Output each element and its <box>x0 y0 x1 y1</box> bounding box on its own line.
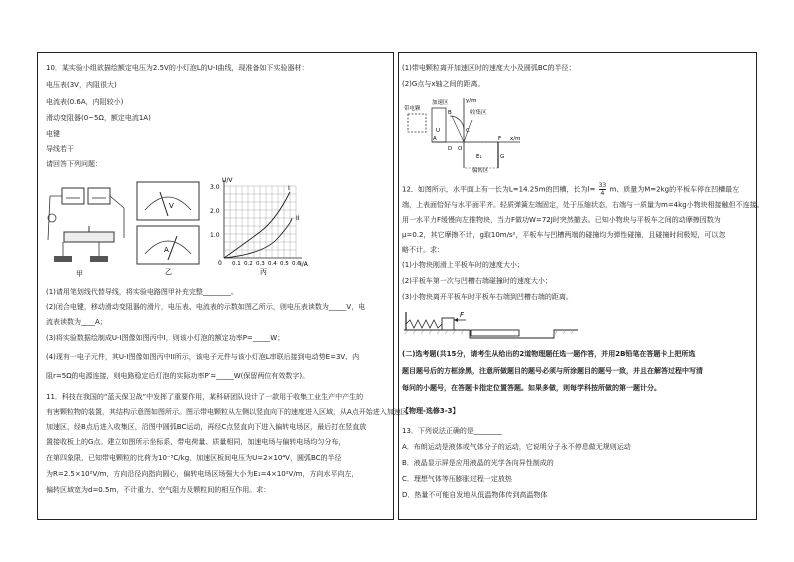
q13-stem: 13．下列说法正确的是________ <box>402 427 502 435</box>
force-label-F: F <box>460 311 465 319</box>
q10-sub4b: 阻r=5Ω的电源连接，则电路稳定后灯泡的实际功率P′=_____W(保留两位有效数字)。 <box>46 372 310 380</box>
label-B: B <box>448 110 452 116</box>
q10-equipment-wires: 导线若干 <box>46 145 74 153</box>
q13-option-c: C．理想气体等压膨胀过程一定放热 <box>402 475 512 483</box>
ytick-1: 1.0 <box>210 232 220 239</box>
elective-intro-line3: 每问的小题号，在答题卡指定位置答题。如果多做，则每学科按所做的第一题计分。 <box>402 384 661 392</box>
q10-prompt: 请回答下列问题： <box>46 160 102 168</box>
q10-equipment-switch: 电键 <box>46 130 60 138</box>
q12-line5: 略不计。求： <box>402 246 444 254</box>
q10-equipment-rheostat: 滑动变阻器(0~5Ω，额定电流1A) <box>46 114 151 122</box>
fig-label-jia: 甲 <box>76 270 83 278</box>
elective-title: 【物理-选修3-3】 <box>402 407 460 415</box>
battery-left <box>54 256 72 262</box>
graph-ylabel: U/V <box>222 177 233 184</box>
q10-intro: 10．某实验小组欲描绘额定电压为2.5V的小灯泡L的U-I曲线，现准备如下实验器材： <box>46 64 309 72</box>
fraction-denominator: 4 <box>600 190 605 197</box>
voltmeter-symbol: V <box>169 202 174 210</box>
q10-equipment-ammeter: 电流表(0.6A，内阻较小) <box>46 98 124 106</box>
fig-label-bing: 丙 <box>260 268 267 276</box>
q11-line4: 置接收板上的G点。建立如图所示坐标系，带电荷量、质量相同，加速电场与偏转电场均匀分布， <box>46 438 346 446</box>
voltmeter-box <box>62 188 84 204</box>
xtick-0.3: 0.3 <box>256 261 265 267</box>
q10-sub2b: 流表读数为____A； <box>46 318 107 326</box>
meters-figure-yi <box>133 180 205 276</box>
q12-line1-end: m、质量为M=2kg的平板车停在凹槽最左 <box>609 185 740 194</box>
xtick-0.5: 0.5 <box>280 261 289 267</box>
q12-spring-cart-figure <box>402 306 582 342</box>
q12-line2: 端，上表面恰好与水平面平齐。轻质弹簧左端固定，处于压缩状态，右端与一质量为m=4kg小物块相接触但不连接。 <box>402 201 764 209</box>
elective-intro-line1: (二)选考题(共15分，请考生从给出的2道物理题任选一题作答，并用2B铅笔在答题卡上把所选 <box>402 350 696 358</box>
ytick-0: 0 <box>218 260 222 267</box>
ammeter-box <box>88 188 110 204</box>
particle-source <box>408 114 426 132</box>
label-deflect-zone: 偏转区 <box>472 168 489 174</box>
q11-part2: (2)G点与x轴之间的距离。 <box>402 80 485 88</box>
ui-graph-figure-bing <box>204 174 314 276</box>
spring <box>406 320 442 328</box>
xtick-0.4: 0.4 <box>268 261 277 267</box>
q13-option-d: D．热量不可能自发地从低温物体传到高温物体 <box>402 491 548 499</box>
q10-sub4a: (4)现有一电子元件，其U-I图像如图丙中II所示，该电子元件与该小灯泡L串联后接到电动势E=3V、内 <box>46 353 360 361</box>
ytick-2: 2.0 <box>210 208 220 215</box>
q11-line7: 偏转区域宽为d=0.5m，不计重力、空气阻力及颗粒间的相互作用。求： <box>46 486 271 494</box>
q13-option-a: A．布朗运动是液体或气体分子的运动，它说明分子永不停息做无规则运动 <box>402 443 631 451</box>
q11-apparatus-figure <box>402 92 526 174</box>
block <box>442 318 454 330</box>
xtick-0.6: 0.6 <box>292 261 301 267</box>
ytick-3: 3.0 <box>210 184 220 191</box>
q12-line1-start: 12．如图所示，水平面上有一长为L=14.25m的凹槽，长为l= <box>402 185 596 194</box>
curve-II <box>224 218 292 258</box>
label-G: G <box>500 154 505 160</box>
label-y: y/m <box>466 98 477 104</box>
q10-sub3: (3)将实验数据绘制成U-I图像如图丙中I，则该小灯泡的额定功率P=_____W； <box>46 334 285 342</box>
q11-line6: 为R=2.5×10²V/m，方向沿径向指向圆心，偏转电场区场强大小为E₁=4×10²V/m，方向水平向左， <box>46 470 359 478</box>
fig-label-yi: 乙 <box>165 268 172 276</box>
label-A: A <box>433 136 437 142</box>
q11-line3: 加速区，经B点后进入收集区，沿图中圆弧BC运动，再经C点竖直向下进入偏转电场区，最后打在竖直放 <box>46 423 367 431</box>
q12-sub3: (3)小物块离开平板车时平板车右端到凹槽右端的距离。 <box>402 293 573 301</box>
q10-equipment-voltmeter: 电压表(3V，内阻很大) <box>46 81 117 89</box>
label-accel-zone: 加速区 <box>432 100 449 106</box>
ammeter-dial <box>137 226 199 264</box>
xtick-0.1: 0.1 <box>232 261 241 267</box>
label-E1: E₁ <box>476 154 482 160</box>
q12-sub1: (1)小物块刚滑上平板车时的速度大小； <box>402 261 524 269</box>
q11-line2: 有害颗粒物的装置，其结构示意图如图所示。图示带电颗粒从左侧以竖直向下的速度进入区域，从A点开始进入加速区 <box>46 408 408 416</box>
q12-line4: μ=0.2，其它摩擦不计，g取10m/s²，平板车与凹槽两端的碰撞均为弹性碰撞，且碰撞时间极短，可以忽 <box>402 231 726 239</box>
curve-II-label: II <box>296 215 300 222</box>
q11-line1: 11．科技在我国的“蓝天保卫战”中发挥了重要作用，某科研团队设计了一款用于收集工业生产中产生的 <box>46 393 364 401</box>
fraction-numerator: 33 <box>598 182 607 189</box>
circuit-figure-jia <box>44 178 132 278</box>
q12-line3: 用一水平力F缓慢向左推物块，当力F做功W=72J时突然撤去。已知小物块与平板车之间的动摩擦因数为 <box>402 216 721 224</box>
q11-part1: (1)带电颗粒离开加速区时的速度大小及圆弧BC的半径； <box>402 64 576 72</box>
q12-fraction <box>599 182 607 197</box>
q10-sub1: (1)请用笔划线代替导线，将实验电路图甲补充完整________。 <box>46 288 238 296</box>
q12-line1 <box>402 182 739 197</box>
label-O: O <box>458 146 463 152</box>
label-U: U <box>436 128 441 134</box>
label-charged-particle: 带电颗 <box>404 106 421 112</box>
graph-xlabel: I/A <box>300 261 308 268</box>
graph-grid <box>224 186 296 258</box>
elective-intro-line2: 题目题号后的方框涂黑，注意所做题目的题号必须与所涂题目的题号一致，并且在解答过程中写清 <box>402 367 703 375</box>
label-D: D <box>448 146 453 152</box>
label-F: F <box>498 136 502 142</box>
q11-line5: 在第四象限，已知带电颗粒的比荷为10⁻⁵C/kg，加速区板间电压为U=2×10⁴V，圆弧BC的半径 <box>46 454 342 462</box>
ammeter-symbol: A <box>164 246 169 254</box>
label-collect-zone: 收集区 <box>470 110 487 116</box>
label-x: x/m <box>510 136 521 142</box>
switch <box>90 256 108 262</box>
voltmeter-dial <box>137 182 199 220</box>
xtick-0.2: 0.2 <box>244 261 253 267</box>
curve-I-label: I <box>288 185 290 192</box>
label-C: C <box>466 128 470 134</box>
rheostat <box>64 232 114 242</box>
q13-option-b: B．液晶显示屏是应用液晶的光学各向异性制成的 <box>402 459 554 467</box>
arc-BC <box>450 116 464 130</box>
q12-sub2: (2)平板车第一次与凹槽右端碰撞时的速度大小； <box>402 277 552 285</box>
cart <box>471 330 519 336</box>
q10-sub2a: (2)闭合电键，移动滑动变阻器的滑片，电压表、电流表的示数如图乙所示，则电压表读数为_____V，电 <box>46 303 366 311</box>
